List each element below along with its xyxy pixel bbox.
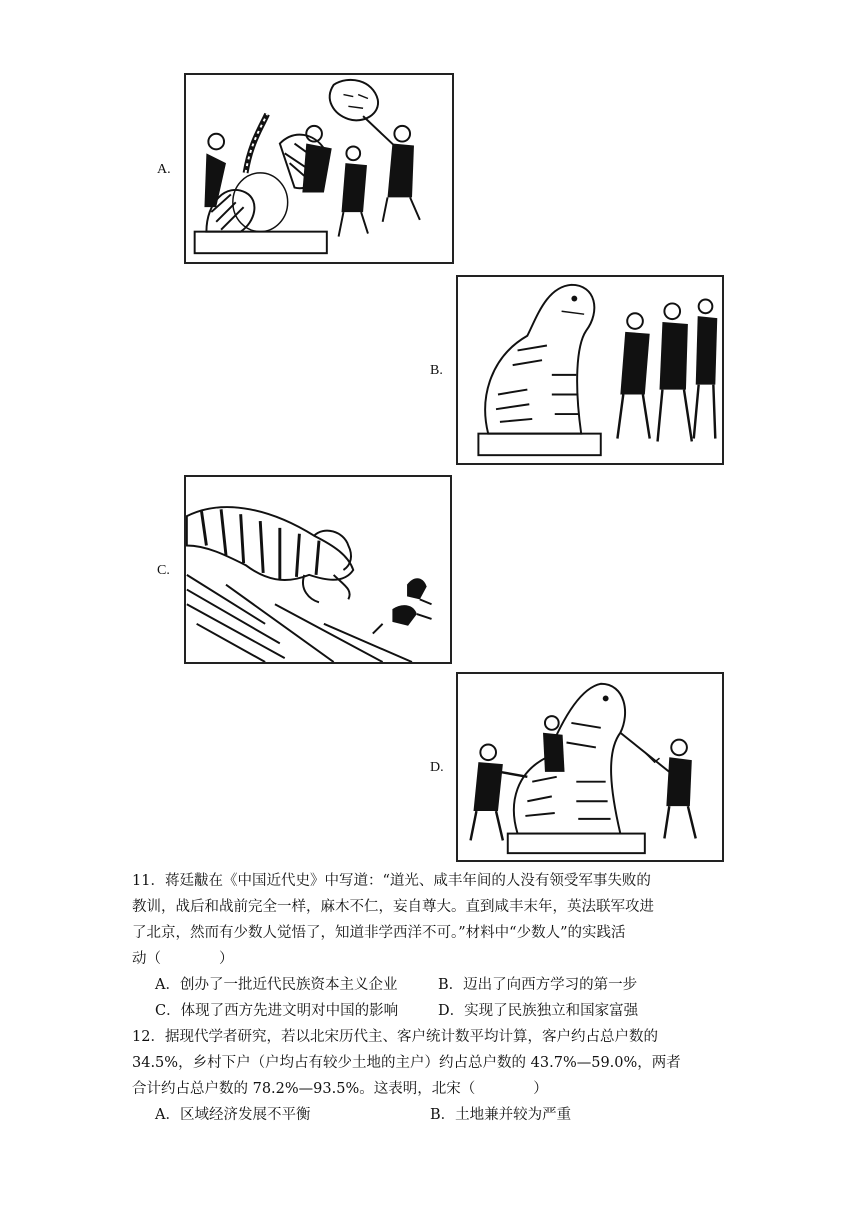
q11-choice-d[interactable]: D．实现了民族独立和国家富强 <box>438 1003 639 1019</box>
q11-choice-b[interactable]: B．迈出了向西方学习的第一步 <box>438 977 638 993</box>
question-11-line-1: 11．蒋廷黻在《中国近代史》中写道：“道光、咸丰年间的人没有领受军事失败的 <box>132 873 651 889</box>
question-12-line-3: 合计约占总户数的 78.2%—93.5%。这表明，北宋（ ） <box>132 1081 548 1097</box>
option-d-label: D. <box>430 760 444 775</box>
option-b-cartoon <box>456 275 724 465</box>
option-c-label: C. <box>157 563 170 578</box>
question-12-line-1: 12．据现代学者研究，若以北宋历代主、客户统计数平均计算，客户约占总户数的 <box>132 1029 658 1045</box>
q11-choice-a[interactable]: A．创办了一批近代民族资本主义企业 <box>155 977 398 993</box>
question-11-line-3: 了北京，然而有少数人觉悟了，知道非学西洋不可。”材料中“少数人”的实践活 <box>132 925 626 941</box>
q12-choice-a[interactable]: A．区域经济发展不平衡 <box>155 1107 311 1123</box>
question-11-choices <box>155 972 745 1024</box>
cartoon-tiger-statue-image <box>458 277 722 463</box>
question-12-choices <box>155 1102 745 1128</box>
cartoon-tiger-figures-image <box>458 674 722 860</box>
question-12-line-2: 34.5%，乡村下户（户均占有较少土地的主户）约占总户数的 43.7%—59.0%，两者 <box>132 1055 681 1071</box>
q11-choice-c[interactable]: C．体现了西方先进文明对中国的影响 <box>155 1003 399 1019</box>
option-a-cartoon <box>184 73 454 264</box>
question-11-line-4: 动（ ） <box>132 951 234 967</box>
question-11 <box>132 868 732 972</box>
option-d-cartoon <box>456 672 724 862</box>
question-12 <box>132 1024 732 1102</box>
q12-choice-b[interactable]: B．土地兼并较为严重 <box>430 1107 572 1123</box>
option-b-label: B. <box>430 363 443 378</box>
option-c-cartoon <box>184 475 452 664</box>
cartoon-tiger-pouncing-image <box>186 477 450 662</box>
option-a-label: A. <box>157 162 171 177</box>
cartoon-tiger-puppet-image <box>186 75 452 262</box>
question-11-line-2: 教训，战后和战前完全一样，麻木不仁，妄自尊大。直到咸丰末年，英法联军攻进 <box>132 899 654 915</box>
